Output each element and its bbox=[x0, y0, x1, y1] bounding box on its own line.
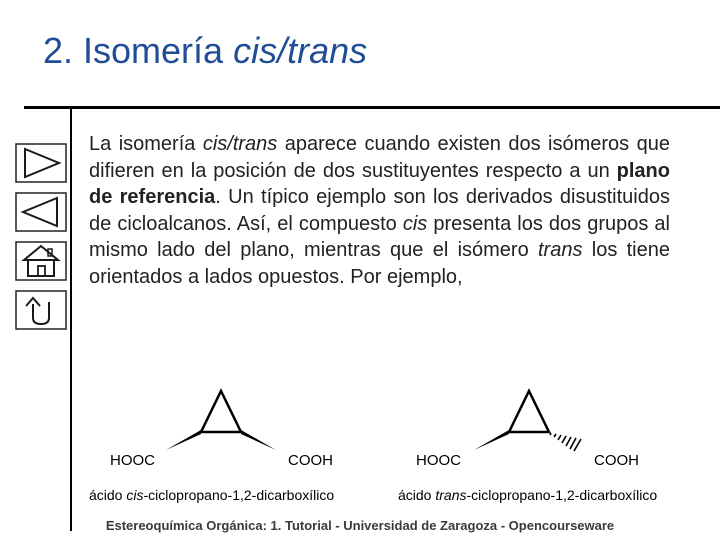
caption-italic: cis bbox=[126, 487, 144, 503]
caption-italic: trans bbox=[435, 487, 467, 503]
page-title bbox=[43, 30, 367, 72]
body-paragraph bbox=[89, 131, 670, 290]
wedge-bond-left bbox=[474, 430, 509, 450]
text-italic-cis-trans: cis/trans bbox=[202, 133, 278, 155]
text-italic-cis: cis bbox=[402, 212, 428, 235]
text-segment: . Un típico ejemplo son los derivados disustituidos de cicloalcanos. Así, el compuesto bbox=[89, 186, 670, 235]
home-icon bbox=[15, 241, 67, 281]
text-bold-plano: plano de referencia bbox=[89, 159, 670, 208]
text-segment: aparece cuando existen dos isómeros que difieren en la posición de dos sustituyentes respecto a un bbox=[89, 133, 670, 182]
cyclopropane-ring bbox=[201, 391, 241, 432]
text-italic-trans: trans bbox=[538, 239, 583, 261]
return-icon bbox=[15, 290, 67, 330]
cis-caption bbox=[89, 487, 334, 503]
previous-icon bbox=[15, 192, 67, 232]
title-text: 2. Isomería bbox=[43, 30, 234, 71]
right-group-label: COOH bbox=[594, 452, 639, 469]
wedge-bond-right bbox=[241, 430, 276, 450]
footer-text: Estereoquímica Orgánica: 1. Tutorial - Universidad de Zaragoza - Opencourseware bbox=[105, 518, 615, 533]
previous-button[interactable] bbox=[15, 192, 67, 232]
cyclopropane-ring bbox=[509, 391, 549, 432]
text-segment: presenta los dos grupos al mismo lado del plano, mientras que el isómero bbox=[89, 212, 670, 261]
title-underline bbox=[24, 106, 720, 109]
text-segment: los tiene orientados a lados opuestos. Por ejemplo, bbox=[89, 239, 670, 288]
caption-text: -ciclopropano-1,2-dicarboxílico bbox=[466, 487, 658, 503]
next-button[interactable] bbox=[15, 143, 67, 183]
wedge-bond-left bbox=[166, 430, 201, 450]
trans-molecule-structure bbox=[402, 380, 652, 480]
left-group-label: HOOC bbox=[110, 452, 155, 469]
next-icon bbox=[15, 143, 67, 183]
cis-molecule-structure bbox=[98, 380, 348, 480]
trans-caption bbox=[398, 487, 657, 503]
home-button[interactable] bbox=[15, 241, 67, 281]
caption-text: -ciclopropano-1,2-dicarboxílico bbox=[143, 487, 335, 503]
text-segment: La isomería bbox=[89, 133, 203, 155]
caption-text: ácido bbox=[89, 487, 127, 503]
caption-text: ácido bbox=[398, 487, 436, 503]
left-divider bbox=[70, 106, 72, 531]
return-button[interactable] bbox=[15, 290, 67, 330]
left-group-label: HOOC bbox=[416, 452, 461, 469]
right-group-label: COOH bbox=[288, 452, 333, 469]
hashed-bond-right bbox=[550, 433, 581, 451]
title-italic: cis/trans bbox=[233, 30, 368, 71]
